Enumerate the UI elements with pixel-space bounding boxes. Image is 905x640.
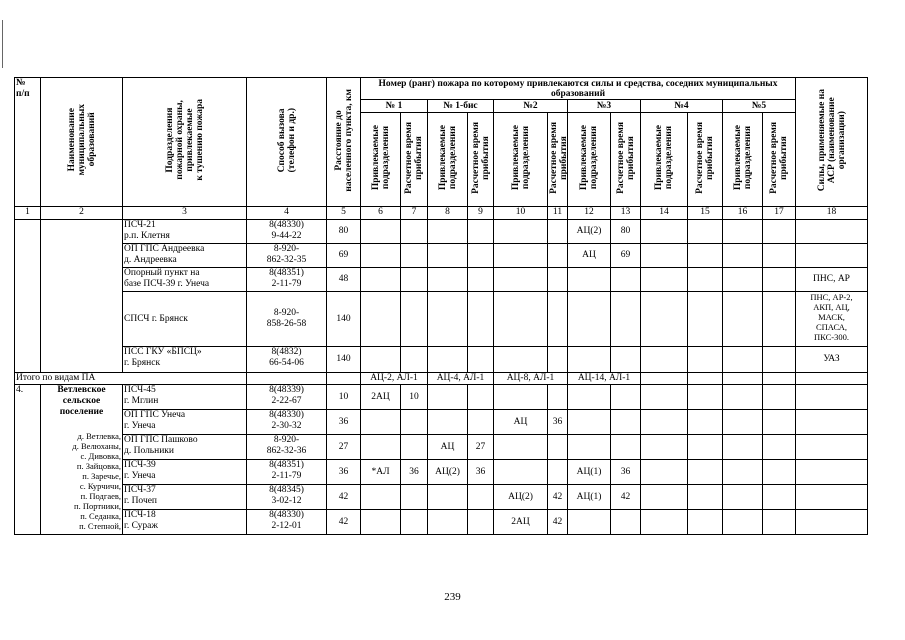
distance-cell: 27: [327, 435, 361, 460]
header-sub-time: [688, 113, 723, 207]
table-row: [15, 485, 868, 510]
header-rank-3: №3: [568, 100, 641, 113]
empty-cell: [796, 385, 868, 410]
unit-cell: ОП ГПС Пашково д. Польники: [123, 435, 247, 460]
page-edge-mark: [2, 20, 3, 68]
distance-cell: 42: [327, 510, 361, 535]
header-number-text: № п/п: [16, 78, 30, 99]
empty-cell: [641, 385, 688, 410]
header-sub-time: [763, 113, 796, 207]
empty-cell: [568, 410, 611, 435]
header-sub-units-text: Привлекаемые подразделения: [370, 124, 391, 191]
empty-cell: [494, 244, 548, 268]
header-units-text: Подразделения пожарной охраны, привлекаемые к тушению пожара: [164, 99, 205, 181]
empty-cell: [763, 460, 796, 485]
empty-cell: [568, 385, 611, 410]
empty-cell: [468, 220, 494, 244]
empty-cell: [494, 347, 548, 373]
empty-cell: [568, 268, 611, 292]
totals-row: [15, 373, 868, 385]
empty-cell: [428, 510, 468, 535]
rank1bis-time-cell: 36: [468, 460, 494, 485]
empty-cell: [688, 435, 723, 460]
empty-cell: [361, 485, 401, 510]
empty-cell: [428, 268, 468, 292]
table-row: [15, 510, 868, 535]
empty-cell: [688, 268, 723, 292]
empty-cell: [468, 347, 494, 373]
header-rank-4: №4: [641, 100, 723, 113]
rank2-time-cell: 42: [548, 510, 568, 535]
rank3-units-cell: АЦ(2): [568, 220, 611, 244]
header-sub-units-text: Привлекаемые подразделения: [732, 124, 753, 191]
column-number: 8: [428, 207, 468, 220]
totals-rank1: АЦ-2, АЛ-1: [361, 373, 428, 385]
unit-cell: СПСЧ г. Брянск: [123, 292, 247, 347]
header-distance-text: Расстояние до населенного пункта, км: [333, 88, 354, 192]
empty-cell: [468, 292, 494, 347]
empty-cell: [723, 410, 763, 435]
empty-cell: [548, 220, 568, 244]
header-rank-2: №2: [494, 100, 568, 113]
header-sub-units: [428, 113, 468, 207]
header-asr-text: Силы, применяемые на АСР (наименование организации): [816, 88, 847, 192]
rank1-time-cell: 10: [401, 385, 428, 410]
empty-cell: [611, 292, 641, 347]
table-row: [15, 460, 868, 485]
unit-cell: ОП ГПС Унеча г. Унеча: [123, 410, 247, 435]
table-row: [15, 385, 868, 410]
empty-cell: [763, 268, 796, 292]
rank3-time-cell: 80: [611, 220, 641, 244]
distance-cell: 48: [327, 268, 361, 292]
empty-cell: [494, 268, 548, 292]
unit-cell: ПСЧ-18 г. Сураж: [123, 510, 247, 535]
empty-cell: [763, 385, 796, 410]
empty-cell: [763, 435, 796, 460]
column-number: 13: [611, 207, 641, 220]
header-sub-time: [611, 113, 641, 207]
empty-cell: [641, 347, 688, 373]
section-number: 4.: [15, 385, 41, 535]
rank3-time-cell: 42: [611, 485, 641, 510]
settlements-list: д. Ветлевка, д. Велюханы, с. Дивовка, п. Зайцовка, п. Заречье, с. Курчичи, п. Подгаев, п. Портники, п. Седанка, п. Степной,: [72, 431, 121, 531]
rank2-units-cell: 2АЦ: [494, 510, 548, 535]
empty-cell: [327, 373, 361, 385]
column-number: 11: [548, 207, 568, 220]
empty-cell: [361, 292, 401, 347]
empty-cell: [796, 460, 868, 485]
empty-cell: [401, 244, 428, 268]
municipality-cell: [41, 385, 123, 535]
empty-cell: [401, 347, 428, 373]
rank3-time-cell: 69: [611, 244, 641, 268]
distance-cell: 80: [327, 220, 361, 244]
empty-cell: [763, 292, 796, 347]
rank3-time-cell: 36: [611, 460, 641, 485]
empty-cell: [723, 244, 763, 268]
empty-cell: [401, 510, 428, 535]
empty-cell: [763, 373, 796, 385]
empty-cell: [361, 220, 401, 244]
empty-cell: [723, 510, 763, 535]
asr-cell: УАЗ: [796, 347, 868, 373]
empty-cell: [401, 268, 428, 292]
empty-cell: [611, 268, 641, 292]
distance-cell: 10: [327, 385, 361, 410]
empty-cell: [688, 385, 723, 410]
empty-cell: [688, 292, 723, 347]
empty-cell: [723, 347, 763, 373]
empty-cell: [641, 435, 688, 460]
header-rank-1bis: № 1-бис: [428, 100, 494, 113]
column-number: 12: [568, 207, 611, 220]
column-number: 17: [763, 207, 796, 220]
header-sub-units-text: Привлекаемые подразделения: [579, 124, 599, 191]
column-number: 3: [123, 207, 247, 220]
phone-cell: 8(48330) 2-12-01: [247, 510, 327, 535]
empty-cell: [611, 510, 641, 535]
table-row: [15, 268, 868, 292]
column-number: 6: [361, 207, 401, 220]
header-call-method-text: Способ вызова (телефон и др.): [276, 107, 297, 173]
header-call-method: [247, 78, 327, 207]
header-sub-units-text: Привлекаемые подразделения: [437, 124, 458, 191]
column-number: 4: [247, 207, 327, 220]
table-row: [15, 435, 868, 460]
empty-cell: [468, 410, 494, 435]
empty-cell: [641, 220, 688, 244]
table-row: [15, 347, 868, 373]
empty-cell: [688, 373, 723, 385]
header-rank-1: № 1: [361, 100, 428, 113]
municipality-cell: [41, 220, 123, 373]
empty-cell: [611, 410, 641, 435]
empty-cell: [641, 460, 688, 485]
empty-cell: [723, 268, 763, 292]
empty-cell: [548, 460, 568, 485]
totals-rank1bis: АЦ-4, АЛ-1: [428, 373, 494, 385]
phone-cell: 8-920- 858-26-58: [247, 292, 327, 347]
rank1bis-time-cell: 27: [468, 435, 494, 460]
distance-cell: 69: [327, 244, 361, 268]
header-sub-time: [548, 113, 568, 207]
distance-cell: 140: [327, 292, 361, 347]
header-sub-time-text: Расчетное время прибытия: [549, 121, 569, 194]
header-rank-group-text: Номер (ранг) пожара по которому привлекаются силы и средства, соседних муниципальных образований: [378, 78, 778, 99]
empty-cell: [688, 510, 723, 535]
empty-cell: [494, 460, 548, 485]
empty-cell: [723, 435, 763, 460]
rank1bis-units-cell: АЦ(2): [428, 460, 468, 485]
empty-cell: [548, 435, 568, 460]
empty-cell: [796, 373, 868, 385]
table-row: [15, 244, 868, 268]
empty-cell: [641, 244, 688, 268]
rank2-units-cell: АЦ: [494, 410, 548, 435]
column-number: 9: [468, 207, 494, 220]
empty-cell: [688, 410, 723, 435]
table-row: [15, 220, 868, 244]
empty-cell: [763, 485, 796, 510]
header-sub-units: [568, 113, 611, 207]
header-sub-time-text: Расчетное время прибытия: [769, 121, 789, 194]
column-number: 10: [494, 207, 548, 220]
header-rank-group: [361, 78, 796, 100]
empty-cell: [763, 510, 796, 535]
header-municipality: [41, 78, 123, 207]
unit-cell: ПСЧ-39 г. Унеча: [123, 460, 247, 485]
rank3-units-cell: АЦ(1): [568, 460, 611, 485]
empty-cell: [611, 347, 641, 373]
empty-cell: [688, 244, 723, 268]
column-number: 5: [327, 207, 361, 220]
empty-cell: [763, 410, 796, 435]
header-sub-time-text: Расчетное время прибытия: [615, 121, 636, 194]
empty-cell: [428, 220, 468, 244]
column-number: 15: [688, 207, 723, 220]
empty-cell: [796, 510, 868, 535]
header-sub-time-text: Расчетное время прибытия: [695, 121, 715, 194]
column-number: 7: [401, 207, 428, 220]
empty-cell: [688, 220, 723, 244]
column-number: 2: [41, 207, 123, 220]
distance-cell: 36: [327, 410, 361, 435]
empty-cell: [548, 347, 568, 373]
empty-cell: [494, 435, 548, 460]
empty-cell: [468, 510, 494, 535]
empty-cell: [428, 385, 468, 410]
empty-cell: [428, 244, 468, 268]
header-sub-units: [361, 113, 401, 207]
asr-cell: ПНС, АР-2, АКП, АЦ, МАСК, СПАСА, ПКС-300.: [796, 292, 868, 347]
empty-cell: [548, 244, 568, 268]
empty-cell: [401, 220, 428, 244]
empty-cell: [688, 485, 723, 510]
rank1bis-units-cell: АЦ: [428, 435, 468, 460]
empty-cell: [468, 385, 494, 410]
empty-cell: [611, 385, 641, 410]
phone-cell: 8-920- 862-32-35: [247, 244, 327, 268]
empty-cell: [401, 292, 428, 347]
empty-cell: [548, 292, 568, 347]
empty-cell: [796, 485, 868, 510]
phone-cell: 8(48330) 2-30-32: [247, 410, 327, 435]
phone-cell: 8(48345) 3-02-12: [247, 485, 327, 510]
empty-cell: [688, 460, 723, 485]
empty-cell: [568, 347, 611, 373]
empty-cell: [247, 373, 327, 385]
empty-cell: [796, 410, 868, 435]
empty-cell: [568, 292, 611, 347]
empty-cell: [723, 220, 763, 244]
header-sub-units-text: Привлекаемые подразделения: [654, 124, 674, 191]
empty-cell: [688, 347, 723, 373]
header-sub-time-text: Расчетное время прибытия: [404, 121, 424, 194]
asr-cell: [796, 244, 868, 268]
header-sub-units: [494, 113, 548, 207]
empty-cell: [611, 435, 641, 460]
empty-cell: [468, 485, 494, 510]
rank1-units-cell: 2АЦ: [361, 385, 401, 410]
asr-cell: ПНС, АР: [796, 268, 868, 292]
column-number: 18: [796, 207, 868, 220]
phone-cell: 8(48339) 2-22-67: [247, 385, 327, 410]
column-number-row: [15, 207, 868, 220]
empty-cell: [723, 485, 763, 510]
rank3-units-cell: АЦ(1): [568, 485, 611, 510]
unit-cell: Опорный пункт на базе ПСЧ-39 г. Унеча: [123, 268, 247, 292]
header-sub-time: [401, 113, 428, 207]
empty-cell: [361, 410, 401, 435]
empty-cell: [641, 485, 688, 510]
header-sub-units: [723, 113, 763, 207]
header-rank-5: №5: [723, 100, 796, 113]
phone-cell: 8(4832) 66-54-06: [247, 347, 327, 373]
empty-cell: [361, 510, 401, 535]
unit-cell: ПСЧ-37 г. Почеп: [123, 485, 247, 510]
empty-cell: [641, 268, 688, 292]
empty-cell: [568, 435, 611, 460]
phone-cell: 8(48351) 2-11-79: [247, 268, 327, 292]
empty-cell: [723, 460, 763, 485]
empty-cell: [641, 373, 688, 385]
rank3-units-cell: АЦ: [568, 244, 611, 268]
empty-cell: [494, 385, 548, 410]
totals-rank3: АЦ-14, АЛ-1: [568, 373, 641, 385]
empty-cell: [494, 292, 548, 347]
table-row: [15, 292, 868, 347]
empty-cell: [428, 347, 468, 373]
header-distance: [327, 78, 361, 207]
empty-cell: [401, 435, 428, 460]
municipality-name: Ветлевское сельское поселение: [57, 385, 106, 417]
totals-rank2: АЦ-8, АЛ-1: [494, 373, 568, 385]
empty-cell: [361, 268, 401, 292]
empty-cell: [641, 410, 688, 435]
column-number: 14: [641, 207, 688, 220]
empty-cell: [428, 410, 468, 435]
fire-resources-table: [14, 77, 868, 535]
empty-cell: [763, 220, 796, 244]
empty-cell: [468, 268, 494, 292]
rank1-units-cell: *АЛ: [361, 460, 401, 485]
asr-cell: [796, 220, 868, 244]
header-sub-units-text: Привлекаемые подразделения: [510, 124, 531, 191]
rank2-units-cell: АЦ(2): [494, 485, 548, 510]
unit-cell: ОП ГПС Андреевка д. Андреевка: [123, 244, 247, 268]
phone-cell: 8(48330) 9-44-22: [247, 220, 327, 244]
header-municipality-text: Наименование муниципальных образований: [66, 104, 97, 176]
empty-cell: [763, 347, 796, 373]
empty-cell: [401, 485, 428, 510]
header-number: [15, 78, 41, 207]
empty-cell: [548, 385, 568, 410]
number-cell: [15, 220, 41, 373]
empty-cell: [568, 510, 611, 535]
header-sub-time: [468, 113, 494, 207]
empty-cell: [723, 385, 763, 410]
empty-cell: [641, 510, 688, 535]
empty-cell: [641, 292, 688, 347]
empty-cell: [361, 435, 401, 460]
column-number: 16: [723, 207, 763, 220]
header-sub-units: [641, 113, 688, 207]
page-number: 239: [444, 591, 461, 603]
unit-cell: ПСЧ-45 г. Мглин: [123, 385, 247, 410]
rank1-time-cell: 36: [401, 460, 428, 485]
empty-cell: [361, 244, 401, 268]
empty-cell: [763, 244, 796, 268]
unit-cell: ПСС ГКУ «БПСЦ» г. Брянск: [123, 347, 247, 373]
empty-cell: [428, 292, 468, 347]
empty-cell: [428, 485, 468, 510]
totals-label: Итого по видам ПА: [15, 373, 247, 385]
rank2-time-cell: 42: [548, 485, 568, 510]
empty-cell: [796, 435, 868, 460]
empty-cell: [401, 410, 428, 435]
table-row: [15, 410, 868, 435]
empty-cell: [723, 292, 763, 347]
distance-cell: 140: [327, 347, 361, 373]
distance-cell: 36: [327, 460, 361, 485]
empty-cell: [468, 244, 494, 268]
empty-cell: [723, 373, 763, 385]
empty-cell: [361, 347, 401, 373]
header-units: [123, 78, 247, 207]
distance-cell: 42: [327, 485, 361, 510]
phone-cell: 8-920- 862-32-36: [247, 435, 327, 460]
header-sub-time-text: Расчетное время прибытия: [470, 121, 491, 194]
empty-cell: [494, 220, 548, 244]
empty-cell: [548, 268, 568, 292]
phone-cell: 8(48351) 2-11-79: [247, 460, 327, 485]
column-number: 1: [15, 207, 41, 220]
header-asr: [796, 78, 868, 207]
rank2-time-cell: 36: [548, 410, 568, 435]
unit-cell: ПСЧ-21 р.п. Клетня: [123, 220, 247, 244]
